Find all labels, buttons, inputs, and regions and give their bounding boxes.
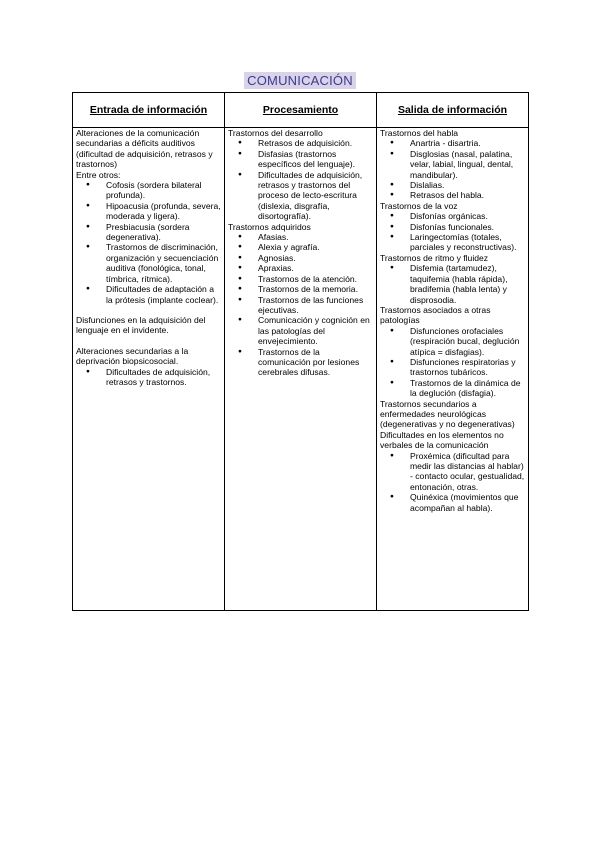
- header-row: [73, 93, 529, 128]
- list-item: ● Dificultades de adaptación a la prótesis (implante coclear).: [106, 284, 221, 305]
- list-item: ● Trastornos de la dinámica de la deglución (disfagia).: [410, 378, 525, 399]
- list-item: ● Disfunciones orofaciales (respiración bucal, deglución atípica = disfagias).: [410, 326, 525, 357]
- bullet-list: [380, 451, 525, 513]
- list-item: ● Laringectomías (totales, parciales y reconstructivas).: [410, 232, 525, 253]
- list-item: ● Disfonías funcionales.: [410, 222, 525, 232]
- title-container: [0, 72, 600, 90]
- section-heading: Trastornos adquiridos: [228, 221, 311, 232]
- bullet-list: [380, 326, 525, 399]
- list-item: ● Disfunciones respiratorias y trastornos tubáricos.: [410, 357, 525, 378]
- list-item: ● Trastornos de la atención.: [258, 274, 373, 284]
- list-item: ● Hipoacusia (profunda, severa, moderada y ligera).: [106, 201, 221, 222]
- list-item: ● Cofosis (sordera bilateral profunda).: [106, 180, 221, 201]
- content-row: [73, 128, 529, 611]
- paragraph: Disfunciones en la adquisición del lenguaje en el invidente.: [76, 314, 206, 336]
- paragraph: Alteraciones secundarias a la deprivación biopsicosocial.: [76, 345, 189, 367]
- bullet-list: [380, 263, 525, 305]
- bullet-list: [76, 367, 221, 388]
- list-item: ● Dificultades de adquisición, retrasos y trastornos.: [106, 367, 221, 388]
- list-item: ● Trastornos de discriminación, organización y secuenciación auditiva (fonológica, tonal, tímbrica, rítmica).: [106, 242, 221, 284]
- list-item: ● Retrasos de adquisición.: [258, 138, 373, 148]
- section-heading: Trastornos asociados a otras patologías: [380, 304, 491, 326]
- paragraph: Alteraciones de la comunicación secundarias a déficits auditivos (dificultad de adquisición, retrasos y trastornos): [76, 128, 213, 170]
- header-processing: Procesamiento: [225, 93, 377, 128]
- processing-cell: [225, 128, 377, 611]
- section-heading: Trastornos del desarrollo: [228, 128, 323, 138]
- list-item: ● Disfonías orgánicas.: [410, 211, 525, 221]
- list-item: ● Trastornos de las funciones ejecutivas.: [258, 295, 373, 316]
- output-cell: [377, 128, 529, 611]
- list-item: ● Anartria - disartria.: [410, 138, 525, 148]
- list-item: ● Retrasos del habla.: [410, 190, 525, 200]
- section-heading: Trastornos del habla: [380, 128, 459, 138]
- list-item: ● Dificultades de adquisición, retrasos y trastornos del proceso de lecto-escritura (dislexia, disgrafía, disortografía).: [258, 170, 373, 222]
- bullet-list: [228, 232, 373, 378]
- list-item: ● Afasias.: [258, 232, 373, 242]
- list-item: ● Disfemia (tartamudez), taquifemia (habla rápida), bradifemia (habla lenta) y disprosodia.: [410, 263, 525, 305]
- list-item: ● Apraxias.: [258, 263, 373, 273]
- list-item: ● Proxémica (dificultad para medir las distancias al hablar) - contacto ocular, gestualidad, entonación, otras.: [410, 451, 525, 493]
- communication-table: [72, 92, 529, 611]
- list-item: ● Trastornos de la memoria.: [258, 284, 373, 294]
- list-item: ● Trastornos de la comunicación por lesiones cerebrales difusas.: [258, 347, 373, 378]
- document-title: COMUNICACIÓN: [244, 72, 356, 89]
- section-heading: Trastornos de ritmo y fluidez: [380, 252, 489, 263]
- list-item: ● Dislalias.: [410, 180, 525, 190]
- list-item: ● Disglosias (nasal, palatina, velar, labial, lingual, dental, mandibular).: [410, 149, 525, 180]
- header-output: Salida de información: [377, 93, 529, 128]
- list-item: ● Disfasias (trastornos específicos del lenguaje).: [258, 149, 373, 170]
- list-item: ● Quinéxica (movimientos que acompañan al habla).: [410, 492, 525, 513]
- bullet-list: [380, 211, 525, 253]
- bullet-list: [76, 180, 221, 305]
- section-heading: Dificultades en los elementos no verbales de la comunicación: [380, 429, 504, 451]
- section-heading: Trastornos secundarios a enfermedades neurológicas (degenerativas y no degenerativas): [380, 398, 515, 430]
- list-item: ● Comunicación y cognición en las patologías del envejecimiento.: [258, 315, 373, 346]
- bullet-list: [228, 138, 373, 221]
- section-heading: Trastornos de la voz: [380, 200, 458, 211]
- paragraph: Entre otros:: [76, 169, 121, 180]
- list-item: ● Agnosias.: [258, 253, 373, 263]
- header-input: Entrada de información: [73, 93, 225, 128]
- list-item: ● Alexia y agrafía.: [258, 242, 373, 252]
- bullet-list: [380, 138, 525, 200]
- input-cell: [73, 128, 225, 611]
- list-item: ● Presbiacusia (sordera degenerativa).: [106, 222, 221, 243]
